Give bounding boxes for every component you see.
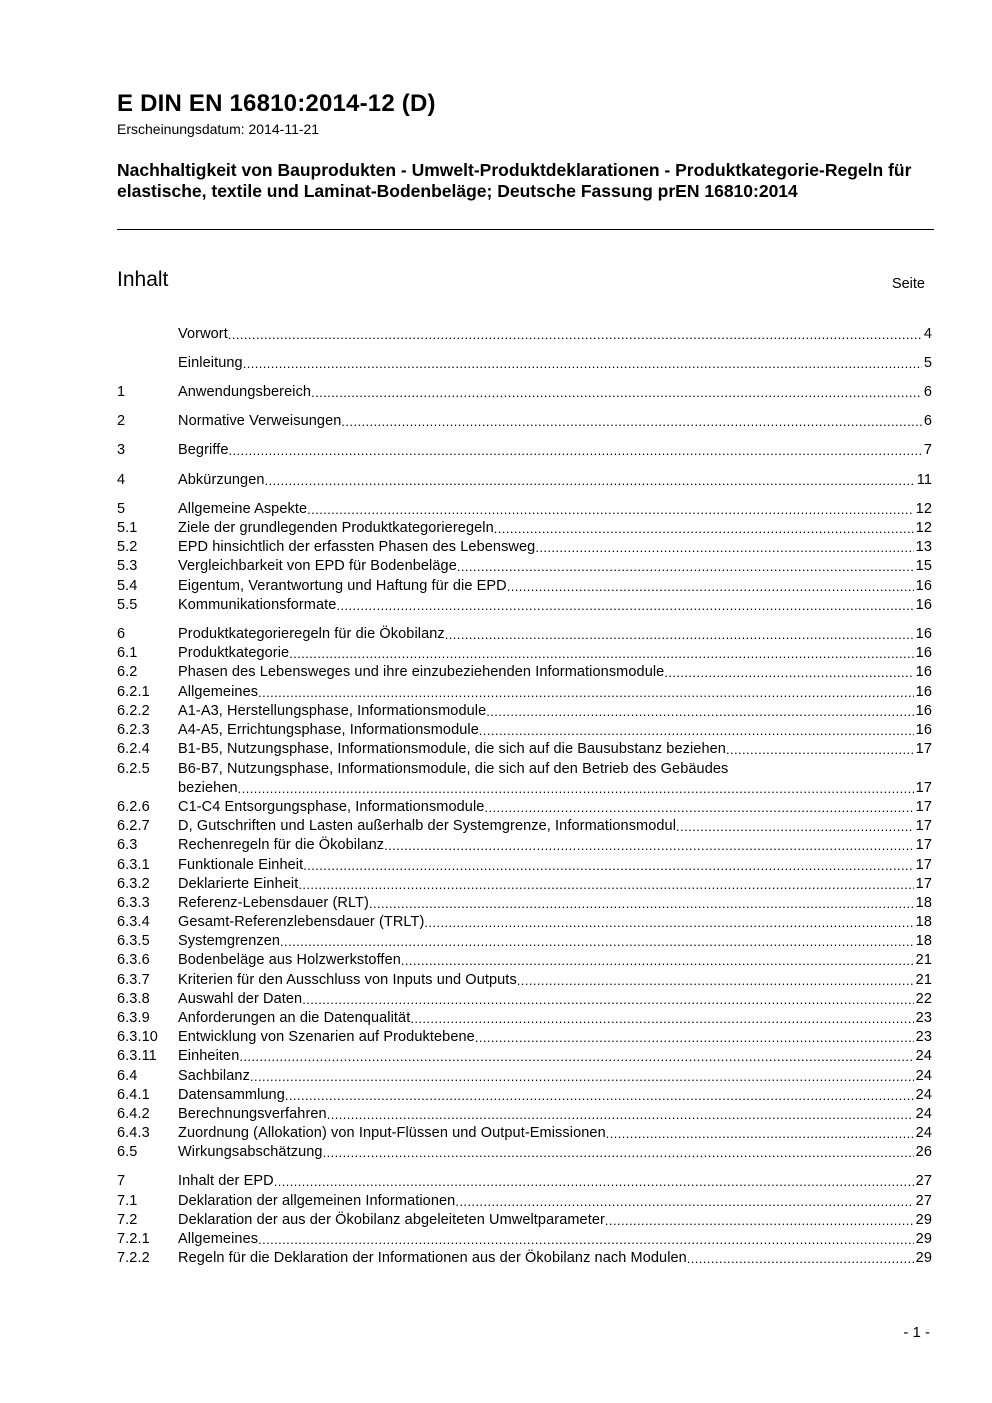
toc-entry-page: 11	[916, 472, 932, 488]
toc-entry[interactable]	[117, 913, 932, 932]
toc-entry-page: 16	[915, 664, 932, 680]
toc-entry-page: 17	[915, 857, 932, 873]
toc-entry[interactable]	[117, 644, 932, 663]
toc-leader-dots	[455, 1192, 913, 1211]
toc-entry[interactable]	[117, 577, 932, 596]
toc-entry-title: Zuordnung (Allokation) von Input-Flüssen und Output-Emissionen	[178, 1125, 606, 1141]
toc-entry-page: 29	[915, 1231, 932, 1247]
toc-entry[interactable]	[117, 596, 932, 615]
toc-entry-title: Gesamt-Referenzlebensdauer (TRLT)	[178, 914, 425, 930]
toc-entry-page: 12	[915, 501, 932, 517]
toc-entry-number: 6.2.4	[117, 741, 150, 757]
toc-entry-title: Einleitung	[178, 355, 243, 371]
toc-entry-page: 26	[915, 1144, 932, 1160]
toc-entry-number: 5.5	[117, 597, 138, 613]
toc-entry[interactable]	[117, 875, 932, 894]
toc-leader-dots	[265, 471, 915, 490]
toc-entry[interactable]	[117, 325, 932, 344]
toc-entry-page: 16	[915, 703, 932, 719]
toc-entry[interactable]	[117, 1105, 932, 1124]
toc-entry[interactable]	[117, 721, 932, 740]
toc-entry[interactable]	[117, 1067, 932, 1086]
toc-entry-title: Allgemeine Aspekte	[178, 501, 308, 517]
page-number: - 1 -	[903, 1324, 930, 1341]
toc-entry-number: 5.2	[117, 539, 138, 555]
toc-entry-page: 13	[915, 539, 932, 555]
toc-entry-number: 6.5	[117, 1144, 138, 1160]
toc-leader-dots	[687, 1249, 914, 1268]
toc-entry[interactable]	[117, 1086, 932, 1105]
toc-entry-number: 6.3.2	[117, 876, 150, 892]
toc-entry-number: 6.4	[117, 1068, 138, 1084]
toc-entry-page: 24	[915, 1048, 932, 1064]
toc-leader-dots	[457, 557, 914, 576]
toc-entry[interactable]	[117, 1028, 932, 1047]
toc-entry[interactable]	[117, 798, 932, 817]
toc-entry[interactable]	[117, 856, 932, 875]
toc-entry-number: 5.1	[117, 520, 138, 536]
toc-entry-title: Allgemeines	[178, 1231, 259, 1247]
toc-leader-dots	[280, 932, 914, 951]
toc-entry-title: Vergleichbarkeit von EPD für Bodenbeläge	[178, 558, 457, 574]
toc-entry[interactable]	[117, 519, 932, 538]
toc-entry[interactable]	[117, 441, 932, 460]
toc-leader-dots	[507, 577, 914, 596]
toc-entry-number: 6.3.5	[117, 933, 150, 949]
toc-entry-title: Auswahl der Daten	[178, 991, 303, 1007]
toc-entry-number: 6.4.1	[117, 1087, 150, 1103]
toc-entry[interactable]	[117, 951, 932, 970]
toc-entry[interactable]	[117, 500, 932, 519]
toc-leader-dots	[424, 913, 913, 932]
toc-entry-number: 6.3.6	[117, 952, 150, 968]
toc-leader-dots	[239, 1047, 913, 1066]
toc-entry-title: Allgemeines	[178, 684, 259, 700]
title-divider	[117, 229, 934, 230]
toc-entry-title: Bodenbeläge aus Holzwerkstoffen	[178, 952, 401, 968]
toc-leader-dots	[311, 383, 922, 402]
toc-page-heading: Seite	[891, 276, 925, 292]
toc-entry-page: 22	[915, 991, 932, 1007]
toc-entry-title: Entwicklung von Szenarien auf Produktebene	[178, 1029, 475, 1045]
toc-leader-dots	[285, 1086, 914, 1105]
toc-entry-number: 7.2.1	[117, 1231, 150, 1247]
toc-entry-page: 16	[915, 597, 932, 613]
toc-entry[interactable]	[117, 1230, 932, 1249]
toc-leader-dots	[303, 856, 913, 875]
toc-entry-title: Deklaration der aus der Ökobilanz abgeleiteten Umweltparameter	[178, 1212, 605, 1228]
toc-leader-dots	[664, 663, 913, 682]
toc-entry[interactable]	[117, 354, 932, 373]
toc-entry-number: 6.2.6	[117, 799, 150, 815]
toc-entry[interactable]	[117, 1124, 932, 1143]
toc-leader-dots	[605, 1211, 914, 1230]
toc-entry[interactable]	[117, 740, 932, 759]
toc-entry-title: A4-A5, Errichtungsphase, Informationsmodule	[178, 722, 479, 738]
toc-entry-number: 7.2.2	[117, 1250, 150, 1266]
toc-entry-page: 27	[915, 1173, 932, 1189]
toc-entry-number: 6.4.2	[117, 1106, 150, 1122]
toc-entry[interactable]	[117, 683, 932, 702]
document-id: E DIN EN 16810:2014-12 (D)	[117, 90, 436, 117]
toc-entry[interactable]	[117, 817, 932, 836]
toc-leader-dots	[250, 1067, 914, 1086]
toc-entry-number: 5.4	[117, 578, 138, 594]
toc-entry[interactable]	[117, 557, 932, 576]
toc-entry[interactable]	[117, 412, 932, 431]
toc-entry[interactable]	[117, 836, 932, 855]
toc-entry-title: B6-B7, Nutzungsphase, Informationsmodule, die sich auf den Betrieb des Gebäudes	[178, 761, 729, 777]
toc-leader-dots	[726, 740, 914, 759]
toc-entry-page: 18	[915, 914, 932, 930]
toc-entry-number: 6.3.8	[117, 991, 150, 1007]
toc-entry[interactable]	[117, 625, 932, 644]
toc-entry[interactable]	[117, 894, 932, 913]
toc-entry-page: 17	[915, 799, 932, 815]
toc-entry-title: Vorwort	[178, 326, 228, 342]
toc-entry-page: 29	[915, 1212, 932, 1228]
toc-entry-title: Systemgrenzen	[178, 933, 281, 949]
toc-entry-number: 6.3	[117, 837, 138, 853]
toc-entry-title: Funktionale Einheit	[178, 857, 304, 873]
toc-entry-title: Abkürzungen	[178, 472, 265, 488]
toc-leader-dots	[307, 500, 913, 519]
toc-entry-number: 3	[117, 442, 126, 458]
toc-entry-title: Phasen des Lebensweges und ihre einzubeziehenden Informationsmodule	[178, 664, 665, 680]
toc-entry-page: 16	[915, 645, 932, 661]
toc-entry-page: 16	[915, 626, 932, 642]
toc-entry-number: 7.2	[117, 1212, 138, 1228]
toc-leader-dots	[289, 644, 913, 663]
toc-entry-page: 16	[915, 684, 932, 700]
toc-entry[interactable]	[117, 383, 932, 402]
toc-entry[interactable]	[117, 932, 932, 951]
toc-entry-number: 6.2.5	[117, 761, 150, 777]
toc-entry-title: Kriterien für den Ausschluss von Inputs und Outputs	[178, 972, 517, 988]
toc-leader-dots	[228, 325, 922, 344]
toc-entry-title: Deklarierte Einheit	[178, 876, 299, 892]
toc-entry-number: 6.3.9	[117, 1010, 150, 1026]
toc-entry-number: 5.3	[117, 558, 138, 574]
toc-entry-page: 29	[915, 1250, 932, 1266]
toc-leader-dots	[258, 1230, 914, 1249]
toc-leader-dots	[336, 596, 913, 615]
toc-entry-title: EPD hinsichtlich der erfassten Phasen des Lebensweg	[178, 539, 536, 555]
toc-entry-title: D, Gutschriften und Lasten außerhalb der Systemgrenze, Informationsmodul	[178, 818, 677, 834]
toc-entry-number: 7	[117, 1173, 126, 1189]
toc-entry-title: Begriffe	[178, 442, 229, 458]
toc-leader-dots	[302, 990, 913, 1009]
toc-leader-dots	[484, 798, 913, 817]
toc-leader-dots	[479, 721, 914, 740]
toc-entry-number	[117, 354, 178, 373]
toc-entry-title: Normative Verweisungen	[178, 413, 342, 429]
toc-leader-dots	[445, 625, 914, 644]
toc-entry-page: 17	[915, 780, 932, 796]
toc-entry-title: Wirkungsabschätzung	[178, 1144, 323, 1160]
toc-entry-page: 17	[915, 837, 932, 853]
toc-entry-number	[117, 325, 178, 344]
toc-leader-dots	[243, 354, 922, 373]
toc-leader-dots	[274, 1172, 914, 1191]
toc-entry-page: 24	[915, 1068, 932, 1084]
toc-entry-number: 6.3.10	[117, 1029, 158, 1045]
toc-entry[interactable]	[117, 1192, 932, 1211]
toc-entry-page: 6	[923, 384, 932, 400]
toc-leader-dots	[535, 538, 913, 557]
toc-entry-number: 4	[117, 472, 126, 488]
toc-entry[interactable]	[117, 1249, 932, 1268]
toc-entry-number: 7.1	[117, 1193, 138, 1209]
toc-entry-title: Anforderungen an die Datenqualität	[178, 1010, 411, 1026]
toc-leader-dots	[323, 1143, 914, 1162]
toc-entry-number: 6.3.3	[117, 895, 150, 911]
toc-entry-number: 6.4.3	[117, 1125, 150, 1141]
toc-entry-title: Regeln für die Deklaration der Informationen aus der Ökobilanz nach Modulen	[178, 1250, 687, 1266]
toc-entry-page: 4	[923, 326, 932, 342]
toc-entry[interactable]	[117, 990, 932, 1009]
toc-entry-number: 6.2.2	[117, 703, 150, 719]
toc-entry-title: Referenz-Lebensdauer (RLT)	[178, 895, 369, 911]
toc-entry-title: Deklaration der allgemeinen Informationen	[178, 1193, 456, 1209]
toc-entry-page: 16	[915, 722, 932, 738]
toc-leader-dots	[517, 971, 914, 990]
toc-entry[interactable]	[117, 1143, 932, 1162]
toc-entry-number: 6.3.7	[117, 972, 150, 988]
toc-entry-number: 2	[117, 413, 126, 429]
toc-entry-page: 18	[915, 895, 932, 911]
toc-entry-number: 5	[117, 501, 126, 517]
toc-entry-page: 23	[915, 1029, 932, 1045]
toc-entry-page: 17	[915, 741, 932, 757]
toc-entry-number: 6	[117, 626, 126, 642]
toc-leader-dots	[369, 894, 914, 913]
toc-entry[interactable]	[117, 760, 932, 779]
toc-entry-title: Berechnungsverfahren	[178, 1106, 327, 1122]
toc-entry-number: 6.2.1	[117, 684, 150, 700]
toc-entry-title: Rechenregeln für die Ökobilanz	[178, 837, 385, 853]
toc-entry-number: 6.1	[117, 645, 138, 661]
toc-entry-title: B1-B5, Nutzungsphase, Informationsmodule, die sich auf die Bausubstanz beziehen	[178, 741, 726, 757]
toc-entry-number: 6.2.3	[117, 722, 150, 738]
toc-leader-dots	[327, 1105, 914, 1124]
toc-entry-page: 23	[915, 1010, 932, 1026]
toc-leader-dots	[341, 412, 921, 431]
toc-entry-page: 7	[923, 442, 932, 458]
toc-leader-dots	[258, 683, 914, 702]
toc-heading: Inhalt	[117, 268, 169, 291]
toc-entry-page: 17	[915, 876, 932, 892]
toc-entry-title: Datensammlung	[178, 1087, 285, 1103]
toc-entry-number: 6.3.11	[117, 1048, 157, 1064]
toc-entry-title: beziehen	[178, 780, 238, 796]
toc-entry-number: 6.3.4	[117, 914, 150, 930]
toc-leader-dots	[410, 1009, 913, 1028]
toc-entry-page: 21	[915, 952, 932, 968]
toc-entry-page: 21	[915, 972, 932, 988]
toc-entry[interactable]	[117, 702, 932, 721]
toc-leader-dots	[676, 817, 914, 836]
toc-entry-page: 16	[915, 578, 932, 594]
toc-entry-page: 27	[915, 1193, 932, 1209]
toc-entry[interactable]	[117, 538, 932, 557]
toc-entry-number: 6.3.1	[117, 857, 150, 873]
toc-entry[interactable]	[117, 1047, 932, 1066]
toc-entry-page: 18	[915, 933, 932, 949]
toc-entry-number: 6.2.7	[117, 818, 150, 834]
toc-entry-number	[117, 779, 178, 798]
toc-leader-dots	[606, 1124, 914, 1143]
toc-entry-title: A1-A3, Herstellungsphase, Informationsmodule	[178, 703, 487, 719]
toc-entry-title: Anwendungsbereich	[178, 384, 312, 400]
toc-entry-page: 15	[915, 558, 932, 574]
toc-entry[interactable]	[117, 779, 932, 798]
toc-leader-dots	[494, 519, 914, 538]
toc-entry-title: Sachbilanz	[178, 1068, 250, 1084]
toc-entry-title: Produktkategorie	[178, 645, 290, 661]
toc-entry-page: 24	[915, 1087, 932, 1103]
toc-leader-dots	[298, 875, 913, 894]
toc-entry-page: 24	[915, 1125, 932, 1141]
toc-leader-dots	[384, 836, 914, 855]
toc-entry-page: 17	[915, 818, 932, 834]
toc-entry-page: 12	[915, 520, 932, 536]
toc-entry-title: Eigentum, Verantwortung und Haftung für die EPD	[178, 578, 507, 594]
toc-entry-number: 6.2	[117, 664, 138, 680]
publication-date: Erscheinungsdatum: 2014-11-21	[117, 121, 320, 137]
toc-entry-title: C1-C4 Entsorgungsphase, Informationsmodule	[178, 799, 485, 815]
toc-entry[interactable]	[117, 971, 932, 990]
toc-entry-page: 6	[923, 413, 932, 429]
toc-entry-title: Produktkategorieregeln für die Ökobilanz	[178, 626, 445, 642]
toc-leader-dots	[229, 441, 922, 460]
toc-entry[interactable]	[117, 1172, 932, 1191]
toc-entry[interactable]	[117, 471, 932, 490]
toc-entry[interactable]	[117, 1211, 932, 1230]
toc-entry-number: 1	[117, 384, 126, 400]
toc-entry-title: Kommunikationsformate	[178, 597, 337, 613]
document-title: Nachhaltigkeit von Bauprodukten - Umwelt-Produktdeklarationen - Produktkategorie-Regeln für elastische, textile und Laminat-Bodenbeläge; Deutsche Fassung prEN 16810:2014	[117, 160, 912, 201]
toc-entry-title: Einheiten	[178, 1048, 240, 1064]
toc-entry[interactable]	[117, 1009, 932, 1028]
toc-leader-dots	[401, 951, 914, 970]
toc-entry-page: 5	[923, 355, 932, 371]
toc-leader-dots	[238, 779, 914, 798]
toc-entry-title: Inhalt der EPD	[178, 1173, 274, 1189]
toc-entry-page: 24	[915, 1106, 932, 1122]
toc-leader-dots	[486, 702, 913, 721]
toc-leader-dots	[475, 1028, 914, 1047]
toc-entry[interactable]	[117, 663, 932, 682]
toc-entry-title: Ziele der grundlegenden Produktkategorieregeln	[178, 520, 494, 536]
